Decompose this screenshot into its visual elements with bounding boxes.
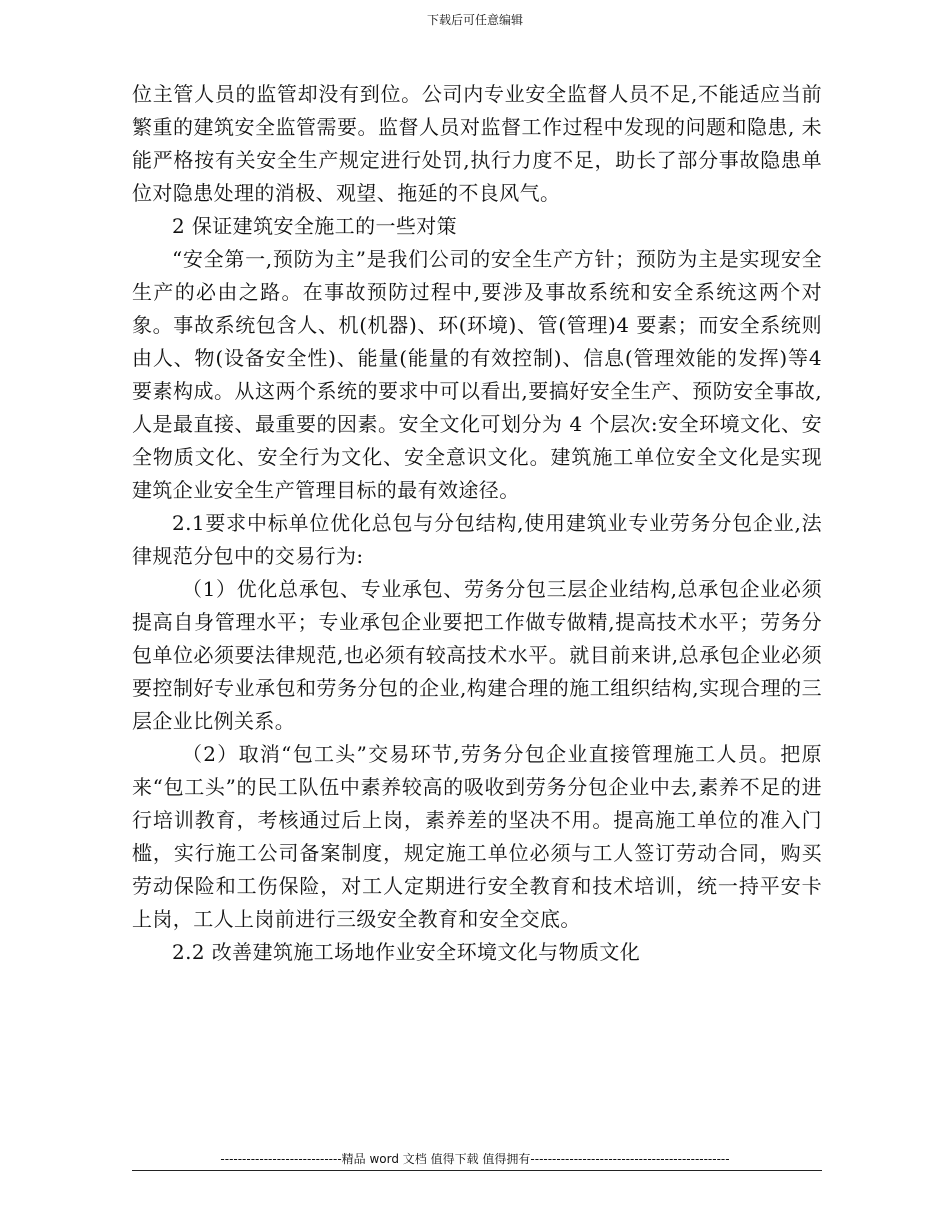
document-body <box>132 78 822 969</box>
list-item-1: （1）优化总承包、专业承包、劳务分包三层企业结构,总承包企业必须提高自身管理水平；专业承包企业要把工作做专做精,提高技术水平；劳务分包单位必须要法律规范,也必须有较高技术水平。就目前来讲,总承包企业必须要控制好专业承包和劳务分包的企业,构建合理的施工组织结构,实现合理的三层企业比例关系。 <box>132 577 822 733</box>
section-heading-2-1: 2.1要求中标单位优化总包与分包结构,使用建筑业专业劳务分包企业,法律规范分包中的交易行为: <box>132 511 822 568</box>
page-footer: ----------------------------精品 word 文档 值得下载 值得拥有---------------------------------------------- <box>220 1152 730 1166</box>
section-heading-2-2: 2.2 改善建筑施工场地作业安全环境文化与物质文化 <box>172 940 641 964</box>
list-item-2: （2）取消“包工头”交易环节,劳务分包企业直接管理施工人员。把原来“包工头”的民工队伍中素养较高的吸收到劳务分包企业中去,素养不足的进行培训教育，考核通过后上岗，素养差的坚决不用。提高施工单位的准入门槛，实行施工公司备案制度，规定施工单位必须与工人签订劳动合同，购买劳动保险和工伤保险，对工人定期进行安全教育和技术培训，统一持平安卡上岗，工人上岗前进行三级安全教育和安全交底。 <box>132 742 822 931</box>
paragraph-continuation: 位主管人员的监管却没有到位。公司内专业安全监督人员不足,不能适应当前繁重的建筑安全监管需要。监督人员对监督工作过程中发现的问题和隐患, 未能严格按有关安全生产规定进行处罚,执行力度不足，助长了部分事故隐患单位对隐患处理的消极、观望、拖延的不良风气。 <box>132 82 822 205</box>
paragraph-safety-policy: “安全第一,预防为主”是我们公司的安全生产方针；预防为主是实现安全生产的必由之路。在事故预防过程中,要涉及事故系统和安全系统这两个对象。事故系统包含人、机(机器)、环(环境)、管(管理)4 要素；而安全系统则由人、物(设备安全性)、能量(能量的有效控制)、信息(管理效能的发挥)等4要素构成。从这两个系统的要求中可以看出,要搞好安全生产、预防安全事故,人是最直接、最重要的因素。安全文化可划分为 4 个层次:安全环境文化、安全物质文化、安全行为文化、安全意识文化。建筑施工单位安全文化是实现建筑企业安全生产管理目标的最有效途径。 <box>132 247 822 502</box>
section-heading-2: 2 保证建筑安全施工的一些对策 <box>172 214 458 238</box>
page-header: 下载后可任意编辑 <box>426 13 523 27</box>
footer-divider <box>132 1170 822 1171</box>
